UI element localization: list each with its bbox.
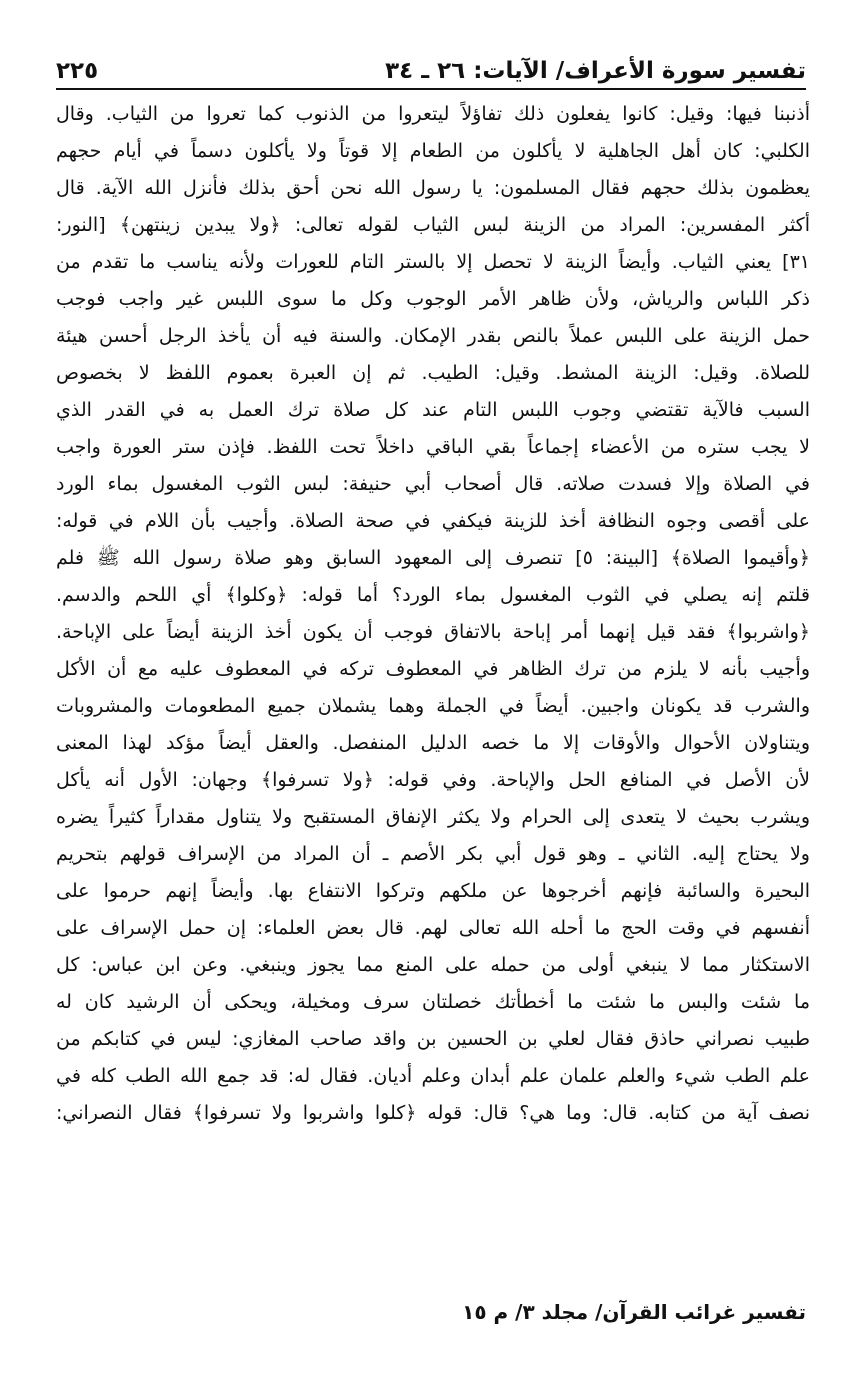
text-line: ﴿واشربوا﴾ فقد قيل إنهما أمر إباحة بالاتفاق فوجب أن يكون أخذ الزينة أيضاً على الإباحة. — [56, 621, 810, 643]
text-line: حمل الزينة على اللبس عملاً بالنص بقدر الإمكان. والسنة فيه أن يأخذ الرجل أحسن هيئة — [56, 325, 810, 347]
text-line: على أقصى وجوه النظافة أخذ للزينة فيكفي في صحة الصلاة. وأجيب بأن اللام في قوله: — [56, 510, 810, 532]
running-title: تفسير سورة الأعراف/ الآيات: ٢٦ ـ ٣٤ — [385, 58, 806, 84]
body-text — [56, 96, 810, 1132]
text-line: طبيب نصراني حاذق فقال لعلي بن الحسين بن واقد صاحب المغازي: ليس في كتابكم من — [56, 1028, 810, 1050]
text-line: ٣١] يعني الثياب. وأيضاً الزينة لا تحصل إلا بالستر التام للعورات ولأنه يناسب ما تقدم من — [56, 251, 810, 273]
text-line: أذنبنا فيها: وقيل: كانوا يفعلون ذلك تفاؤلاً ليتعروا من الذنوب كما تعروا من الثياب. وقال — [56, 103, 810, 125]
page-footer: تفسير غرائب القرآن/ مجلد ٣/ م ١٥ — [462, 1300, 806, 1324]
text-line: لأن الأصل في المنافع الحل والإباحة. وفي قوله: ﴿ولا تسرفوا﴾ وجهان: الأول أنه يأكل — [56, 769, 810, 791]
text-line: نصف آية من كتابه. قال: وما هي؟ قال: قوله ﴿كلوا واشربوا ولا تسرفوا﴾ فقال النصراني: — [56, 1102, 810, 1124]
text-line: علم الطب شيء والعلم علمان علم أبدان وعلم أديان. فقال له: قد جمع الله الطب كله في — [56, 1065, 810, 1087]
text-line: أكثر المفسرين: المراد من الزينة لبس الثياب لقوله تعالى: ﴿ولا يبدين زينتهن﴾ [النور: — [56, 214, 810, 236]
text-line: الاستكثار مما لا ينبغي أولى من حمله على المنع مما يجوز وينبغي. وعن ابن عباس: كل — [56, 954, 810, 976]
page-number: ٢٢٥ — [56, 58, 99, 84]
text-line: قلتم إنه يصلي في الثوب المغسول بماء الورد؟ أما قوله: ﴿وكلوا﴾ أي اللحم والدسم. — [56, 584, 810, 606]
text-line: لا يجب ستره من الأعضاء إجماعاً بقي الباقي داخلاً تحت اللفظ. فإذن ستر العورة واجب — [56, 436, 810, 458]
text-line: ولا يحتاج إليه. الثاني ـ وهو قول أبي بكر الأصم ـ أن المراد من الإسراف قولهم بتحريم — [56, 843, 810, 865]
text-line: الكلبي: كان أهل الجاهلية لا يأكلون من الطعام إلا قوتاً ولا يأكلون دسماً في أيام حجهم — [56, 140, 810, 162]
page-header — [56, 52, 806, 90]
text-line: في الصلاة وإلا فسدت صلاته. قال أصحاب أبي حنيفة: لبس الثوب المغسول بماء الورد — [56, 473, 810, 495]
text-line: يعظمون بذلك حجهم فقال المسلمون: يا رسول الله نحن أحق بذلك فأنزل الله الآية. قال — [56, 177, 810, 199]
text-line: ويشرب بحيث لا يتعدى إلى الحرام ولا يكثر الإنفاق المستقبح ولا يتناول مقداراً كثيراً يضره — [56, 806, 810, 828]
text-line: للصلاة. وقيل: الزينة المشط. وقيل: الطيب. ثم إن العبرة بعموم اللفظ لا بخصوص — [56, 362, 810, 384]
text-line: ما شئت والبس ما شئت ما أخطأتك خصلتان سرف ومخيلة، ويحكى أن الرشيد كان له — [56, 991, 810, 1013]
text-line: ذكر اللباس والرياش، ولأن ظاهر الأمر الوجوب وكل ما سوى اللبس غير واجب فوجب — [56, 288, 810, 310]
text-line: ويتناولان الأحوال والأوقات إلا ما خصه الدليل المنفصل. والعقل أيضاً مؤكد لهذا المعنى — [56, 732, 810, 754]
text-line: أنفسهم في وقت الحج ما أحله الله تعالى لهم. قال بعض العلماء: إن حمل الإسراف على — [56, 917, 810, 939]
text-line: ﴿وأقيموا الصلاة﴾ [البينة: ٥] تنصرف إلى المعهود السابق وهو صلاة رسول الله ﷺ فلم — [56, 547, 810, 569]
text-line: والشرب قد يكونان واجبين. أيضاً في الجملة وهما يشملان جميع المطعومات والمشروبات — [56, 695, 810, 717]
text-line: وأجيب بأنه لا يلزم من ترك الظاهر في المعطوف تركه في المعطوف عليه مع أن الأكل — [56, 658, 810, 680]
text-line: البحيرة والسائبة فإنهم أخرجوها عن ملكهم وتركوا الانتفاع بها. وأيضاً إنهم حرموا على — [56, 880, 810, 902]
text-line: السبب فالآية تقتضي وجوب اللبس التام عند كل صلاة ترك العمل به في القدر الذي — [56, 399, 810, 421]
